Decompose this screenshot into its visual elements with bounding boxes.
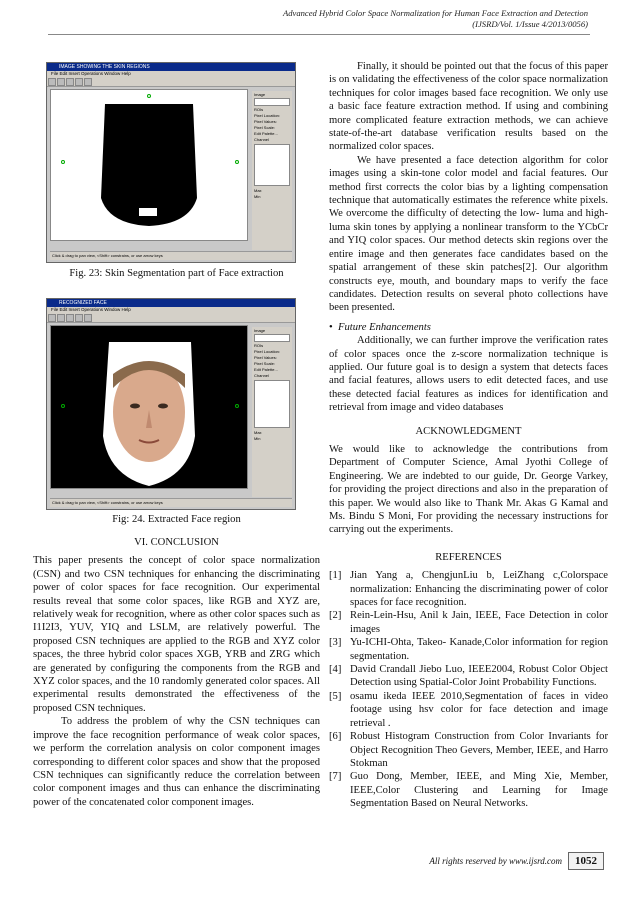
panel-label: Pixel Values:	[254, 355, 277, 360]
skin-regions-image	[51, 90, 247, 240]
reference-item: [1] Jian Yang a, ChengjunLiu b, LeiZhang c,Colorspace normalization: Enhancing the discriminating power of color spaces for face recognition.	[329, 570, 608, 609]
panel-label: Channel	[254, 137, 269, 142]
future-enhancements-label: Future Enhancements	[338, 321, 431, 333]
pan-icon	[84, 78, 92, 86]
running-header	[283, 8, 588, 30]
status-bar: Click & drag to pan view, <Shift> constrains, or use arrow keys	[50, 498, 292, 507]
side-panel	[252, 327, 292, 497]
print-icon	[66, 314, 74, 322]
panel-label: Pixel Values:	[254, 119, 277, 124]
panel-label: ROIs	[254, 107, 264, 112]
page-number: 1052	[568, 852, 604, 870]
edit-palette-button[interactable]: Edit Palette...	[254, 131, 278, 136]
status-bar: Click & drag to pan view, <Shift> constrains, or use arrow keys	[50, 251, 292, 260]
reference-item: [7] Guo Dong, Member, IEEE, and Ming Xie, Member, IEEE,Color Clustering and Learning for Image Segmentation Based on Neural Networks.	[329, 771, 608, 810]
panel-label: Max	[254, 430, 262, 435]
reference-item: [3] Yu-ICHI-Ohta, Takeo- Kanade,Color information for region segmentation.	[329, 637, 608, 662]
reference-item: [5] osamu ikeda IEEE 2010,Segmentation of faces in video footage using hsv color for face detection and image retrieval .	[329, 690, 608, 729]
image-canvas	[50, 325, 248, 489]
image-select[interactable]	[254, 334, 290, 342]
histogram-box	[254, 380, 290, 428]
panel-label: Max	[254, 188, 262, 193]
conclusion-paragraph-1: This paper presents the concept of color space normalization (CSN) and two CSN techniques for enhancing the discriminating power of color spaces for face recognition. Our experimental results reveal that some color spaces, like RGB and XYZ are, relatively weak for recognition, where as other color spaces such as I1I2I3, YUV, YIQ and LSLM, are relatively powerful. The proposed CSN techniques are applied to the RGB and XYZ color spaces, the three hybrid color spaces XGB, YRB and ZRG which are generated by configuring the components from the RGB and XYZ color spaces, and the 10 randomly generated color spaces. All experimental results demonstrated the effectiveness of the proposed CSN techniques.	[33, 555, 320, 714]
acknowledgment-text: We would like to acknowledge the contributions from Department of Computer Science, Amal Jyothi College of Engineering. We are indebted to our guide, Dr. George Varkey, for providing the project directions and also in the preparation of this paper. We would also like to Thank Mr. Akas G Kamal and Ms. Bindu S Moni, For providing the necessary instructions for carrying out the experiments.	[329, 443, 608, 536]
panel-label: Pixel Location:	[254, 113, 281, 118]
extracted-face-image	[51, 326, 247, 488]
panel-label: Image	[254, 328, 266, 333]
toolbar	[47, 77, 295, 87]
panel-label: Channel	[254, 373, 269, 378]
histogram-box	[254, 144, 290, 186]
save-icon	[57, 78, 65, 86]
rights-notice: All rights reserved by www.ijsrd.com	[429, 856, 562, 866]
references-heading: REFERENCES	[435, 551, 502, 563]
panel-label: Min	[254, 194, 261, 199]
edit-palette-button[interactable]: Edit Palette...	[254, 367, 278, 372]
pan-icon	[84, 314, 92, 322]
header-rule	[48, 34, 590, 35]
image-canvas	[50, 89, 248, 241]
header-volume: (IJSRD/Vol. 1/Issue 4/2013/0056)	[472, 19, 588, 29]
save-icon	[57, 314, 65, 322]
zoom-icon	[75, 78, 83, 86]
future-enhancements-item	[329, 321, 608, 334]
conclusion-section	[33, 532, 320, 809]
paragraph-summary: We have presented a face detection algorithm for color images using a skin-tone color model and facial features. Our method first corrects the color bias by a lighting compensation technique that automatically estimates the reference white pixels. We overcome the difficulty of detecting the low- luma and high- luma skin tones by applying a nonlinear transform to the YCbCr and YIQ color spaces. Our method detects skin regions over the entire image and then generates face candidates based on the spatial arrangement of these skin patches[2]. Our algorithm constructs eye, mouth, and boundary maps to verify the face candidates. Detection results on several photo collections have been presented.	[329, 154, 608, 314]
window-title: IMAGE SHOWING THE SKIN REGIONS	[47, 63, 295, 71]
menu-bar: File Edit Insert Operations Window Help	[47, 307, 295, 313]
reference-list	[329, 569, 608, 810]
window-title: RECOGNIZED FACE	[47, 299, 295, 307]
panel-label: Pixel Scale:	[254, 125, 275, 130]
menu-bar: File Edit Insert Operations Window Help	[47, 71, 295, 77]
bullet-icon: •	[329, 321, 339, 333]
open-icon	[48, 314, 56, 322]
page-footer	[429, 852, 604, 870]
panel-label: Min	[254, 436, 261, 441]
reference-item: [6] Robust Histogram Construction from Color Invariants for Object Recognition Theo Gevers, Member, IEEE, and Harro Stokman	[329, 731, 608, 769]
acknowledgment-heading: ACKNOWLEDGMENT	[415, 425, 522, 437]
print-icon	[66, 78, 74, 86]
conclusion-heading: VI. CONCLUSION	[134, 537, 219, 548]
image-select[interactable]	[254, 98, 290, 106]
reference-item: [4] David Crandall Jiebo Luo, IEEE2004, Robust Color Object Detection using Spatial-Color Joint Probability Functions.	[329, 664, 608, 689]
panel-label: Pixel Location:	[254, 349, 281, 354]
conclusion-paragraph-2: To address the problem of why the CSN techniques can improve the face recognition performance of weak color spaces, we perform the correlation analysis on color component images corresponding to different color spaces and show that the proposed CSN techniques can significantly reduce the correlation between color component images and thus can enhance the discriminating power of the concatenated color component images.	[33, 716, 320, 808]
figure-23-window	[46, 62, 296, 263]
figure-23-caption: Fig. 23: Skin Segmentation part of Face extraction	[69, 268, 284, 279]
panel-label: Image	[254, 92, 266, 97]
reference-item: [2] Rein-Lein-Hsu, Anil k Jain, IEEE, Face Detection in color images	[329, 610, 608, 635]
header-title: Advanced Hybrid Color Space Normalization for Human Face Extraction and Detection	[282, 8, 588, 18]
toolbar	[47, 313, 295, 323]
side-panel	[252, 91, 292, 250]
figure-24-caption: Fig: 24. Extracted Face region	[112, 514, 241, 525]
panel-label: ROIs	[254, 343, 264, 348]
paragraph-future: Additionally, we can further improve the verification rates of color spaces once the z-score normalization technique is applied. Our future goal is to design a system that detects faces and facial features, allows users to edit detected faces, and use these detected facial features as indices for identification and retrieval from image and video databases	[329, 335, 608, 414]
figure-24-window	[46, 298, 296, 510]
paragraph-focus: Finally, it should be pointed out that the focus of this paper is on validating the effectiveness of the color space normalization techniques for color images based face recognition. We only use a basic face feature extraction method. If using and combining more complicated feature extraction methods, we can achieve state-of-the-art database verification results based on the normalized color spaces.	[329, 61, 608, 153]
right-column	[329, 60, 608, 811]
open-icon	[48, 78, 56, 86]
panel-label: Pixel Scale:	[254, 361, 275, 366]
zoom-icon	[75, 314, 83, 322]
